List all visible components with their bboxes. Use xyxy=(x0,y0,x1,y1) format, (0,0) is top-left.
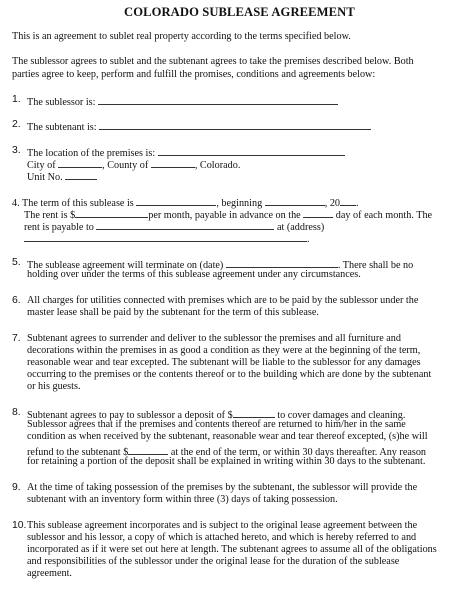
deposit-purpose-label: to cover damages and cleaning. xyxy=(277,410,406,421)
paragraph-line: master lease shall be paid by the subtenant for the term of this sublease. xyxy=(27,307,319,318)
terminate-label: The sublease agreement will terminate on (date) xyxy=(27,260,224,271)
rent-label: The rent is $ xyxy=(24,210,76,221)
item-number: 9. xyxy=(12,482,21,493)
paragraph-line: This sublease agreement incorporates and is subject to the original lease agreement between the xyxy=(27,520,418,531)
refund-terms-label: at the end of the term, or within 30 days thereafter. Any reason xyxy=(170,447,427,458)
city-field[interactable] xyxy=(58,157,102,168)
beginning-label: , beginning xyxy=(216,198,263,209)
item-number: 1. xyxy=(12,94,21,105)
paragraph-line: reasonable wear and tear excepted. The subtenant will be liable to the sublessor for any damages xyxy=(27,357,421,368)
payee-field[interactable] xyxy=(96,219,274,230)
paragraph-line: decorations within the premises in as good a condition as they were at the beginning of the term, xyxy=(27,345,421,356)
period: . xyxy=(307,234,310,245)
per-month-label: per month, payable in advance on the xyxy=(148,210,301,221)
subtenant-row xyxy=(27,119,371,134)
location-field[interactable] xyxy=(158,145,345,156)
paragraph-line: incorporated as if it were set out here at length. The subtenant agrees to assume all of the obligations xyxy=(27,544,437,555)
paragraph-line: for retaining a portion of the deposit shall be explained in writing within 30 days to the subtenant. xyxy=(27,456,426,467)
paragraph-line: Subtenant agrees to surrender and deliver to the sublessor the premises and all furniture and xyxy=(27,333,401,344)
address-label: at (address) xyxy=(276,222,325,233)
subtenant-name-field[interactable] xyxy=(99,119,371,130)
unit-label: Unit No. xyxy=(27,172,63,183)
paragraph-line: All charges for utilities connected with premises which are to be paid by the sublessor under the xyxy=(27,295,419,306)
item-number: 8. xyxy=(12,407,21,418)
state-label: , Colorado. xyxy=(194,160,241,171)
item-number: 6. xyxy=(12,295,21,306)
rent-amount-field[interactable] xyxy=(75,207,148,218)
paragraph-line: holding over under the terms of this sublease agreement under any circumstances. xyxy=(27,269,361,280)
subtenant-label: The subtenant is: xyxy=(27,122,97,133)
item-number: 3. xyxy=(12,145,21,156)
no-holding-label: . There shall be no xyxy=(337,260,414,271)
county-label: , County of xyxy=(102,160,149,171)
period: . xyxy=(356,198,359,209)
document-title: COLORADO SUBLEASE AGREEMENT xyxy=(124,5,355,19)
sublessor-label: The sublessor is: xyxy=(27,97,96,108)
year-label: , 20 xyxy=(324,198,340,209)
refund-amount-field[interactable] xyxy=(128,444,168,455)
unit-row xyxy=(27,169,97,184)
item-number: 10. xyxy=(12,520,27,531)
paragraph-line: sublessor and his lessor, a copy of which is attached hereto, and which is hereby referred to and xyxy=(27,532,417,543)
term-label: The term of this sublease is xyxy=(22,198,134,209)
item-number: 5. xyxy=(12,257,21,268)
deposit-amount-field[interactable] xyxy=(233,407,275,418)
address-row xyxy=(24,231,310,246)
payable-label: rent is payable to xyxy=(24,222,94,233)
city-label: City of xyxy=(27,160,56,171)
year-field[interactable] xyxy=(340,195,356,206)
day-of-month-label: day of each month. The xyxy=(335,210,433,221)
paragraph-line: Sublessor agrees that if the premises and contents thereof are returned to him/her in the same xyxy=(27,419,406,430)
refund-label: refund to the subtenant $ xyxy=(27,447,129,458)
deposit-label: Subtenant agrees to pay to sublessor a deposit of $ xyxy=(27,410,233,421)
item-number: 4. xyxy=(12,198,20,209)
beginning-date-field[interactable] xyxy=(265,195,325,206)
unit-field[interactable] xyxy=(65,169,97,180)
paragraph-line: occurring to the premises or the contents thereof or to the building which are done by the subtenant xyxy=(27,369,432,380)
intro-text: This is an agreement to sublet real property according to the terms specified below. xyxy=(12,31,351,42)
paragraph-line: agreement. xyxy=(27,568,72,579)
preamble-line: parties agree to keep, perform and fulfill the promises, conditions and agreements below: xyxy=(12,69,376,80)
paragraph-line: subtenant with an inventory form within three (3) days of taking possession. xyxy=(27,494,338,505)
item-number: 7. xyxy=(12,333,21,344)
term-field[interactable] xyxy=(136,195,216,206)
paragraph-line: At the time of taking possession of the premises by the subtenant, the sublessor will provide the xyxy=(27,482,418,493)
terminate-date-field[interactable] xyxy=(226,257,338,268)
sublessor-row xyxy=(27,94,338,109)
sublessor-name-field[interactable] xyxy=(98,94,338,105)
paragraph-line: and responsibilities of the sublessor under the original lease for the duration of the sublease xyxy=(27,556,400,567)
paragraph-line: or his guests. xyxy=(27,381,81,392)
address-field[interactable] xyxy=(24,231,307,242)
location-label: The location of the premises is: xyxy=(27,148,156,159)
paragraph-line: condition as when received by the subtenant, reasonable wear and tear thereof excepted, (s)he will xyxy=(27,431,428,442)
item-number: 2. xyxy=(12,119,21,130)
preamble-line: The sublessor agrees to sublet and the subtenant agrees to take the premises described below. Both xyxy=(12,56,414,67)
rent-day-field[interactable] xyxy=(303,207,333,218)
county-field[interactable] xyxy=(151,157,195,168)
